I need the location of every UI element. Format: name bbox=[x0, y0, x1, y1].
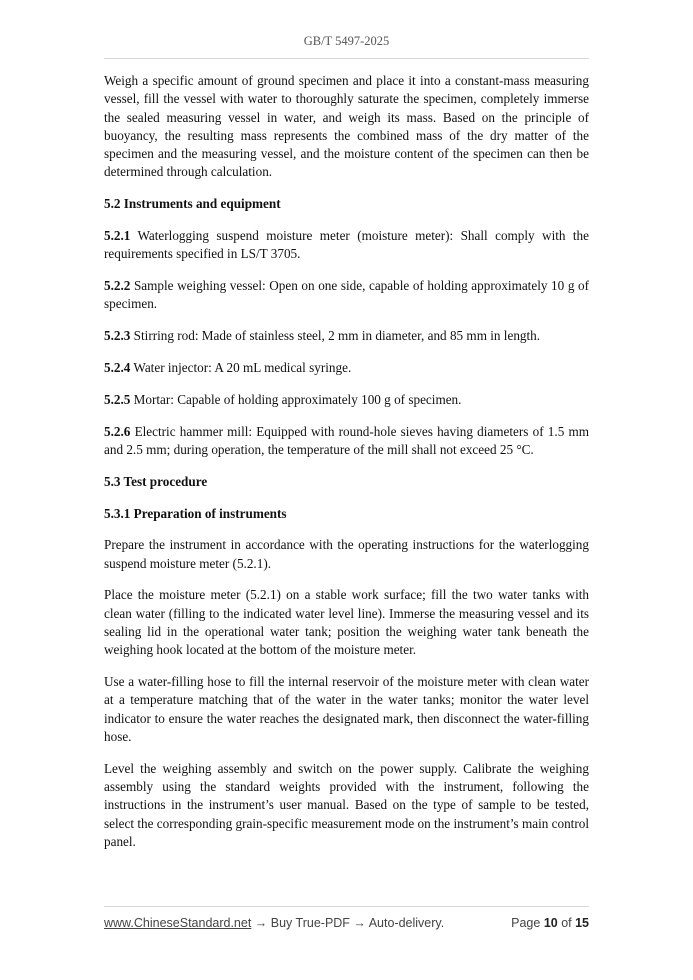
clause-text: Water injector: A 20 mL medical syringe. bbox=[130, 360, 352, 376]
footer-promo bbox=[104, 916, 444, 930]
body-paragraph: Place the moisture meter (5.2.1) on a stable work surface; fill the two water tanks with clean water (filling to the indicated water level line). Immerse the measuring vessel and its sealing lid in the operational water tank; position the weighing water tank beneath the weighing hook located at the bottom of the moisture meter. bbox=[104, 587, 589, 658]
clause-text: Sample weighing vessel: Open on one side, capable of holding approximately 10 g of specimen. bbox=[104, 278, 589, 312]
header-divider bbox=[104, 58, 589, 59]
clause-5-2-2 bbox=[104, 277, 589, 314]
of-word: of bbox=[557, 916, 576, 930]
clause-number: 5.2.2 bbox=[104, 278, 131, 294]
clause-number: 5.2.4 bbox=[104, 360, 131, 376]
footer-tagline: → Buy True-PDF → Auto-delivery. bbox=[251, 916, 445, 930]
page-footer bbox=[104, 916, 589, 930]
clause-number: 5.2.5 bbox=[104, 391, 131, 407]
section-heading-5-2: 5.2 Instruments and equipment bbox=[104, 196, 281, 212]
clause-text: Stirring rod: Made of stainless steel, 2 mm in diameter, and 85 mm in length. bbox=[130, 328, 541, 344]
clause-number: 5.2.3 bbox=[104, 328, 131, 344]
clause-text: Waterlogging suspend moisture meter (moisture meter): Shall comply with the requirements specified in LS/T 3705. bbox=[104, 228, 589, 262]
section-heading-5-3: 5.3 Test procedure bbox=[104, 473, 208, 489]
page-content bbox=[104, 72, 589, 865]
clause-text: Electric hammer mill: Equipped with round-hole sieves having diameters of 1.5 mm and 2.5 mm; during operation, the temperature of the mill shall not exceed 25 °C. bbox=[104, 423, 589, 457]
intro-paragraph: Weigh a specific amount of ground specimen and place it into a constant-mass measuring vessel, fill the vessel with water to thoroughly saturate the specimen, completely immerse the sealed measuring vessel in water, and weigh its mass. Based on the principle of buoyancy, the resulting mass represents the combined mass of the dry matter of the specimen and the measuring vessel, and the moisture content of the specimen can then be determined through calculation. bbox=[104, 73, 589, 180]
clause-text: Mortar: Capable of holding approximately 100 g of specimen. bbox=[130, 391, 462, 407]
total-pages: 15 bbox=[575, 916, 589, 930]
clause-5-2-6 bbox=[104, 423, 589, 460]
clause-5-2-3 bbox=[104, 327, 589, 345]
body-paragraph: Level the weighing assembly and switch on the power supply. Calibrate the weighing assembly using the standard weights provided with the instrument, following the instructions in the instrument’s user manual. Based on the type of sample to be tested, select the corresponding grain-specific measurement mode on the instrument’s main control panel. bbox=[104, 760, 589, 849]
clause-5-2-1 bbox=[104, 227, 589, 264]
footer-divider bbox=[104, 906, 589, 907]
clause-number: 5.2.1 bbox=[104, 228, 131, 244]
clause-5-2-5 bbox=[104, 391, 589, 409]
page-indicator bbox=[511, 916, 589, 930]
body-paragraph: Prepare the instrument in accordance with the operating instructions for the waterlogging suspend moisture meter (5.2.1). bbox=[104, 537, 589, 571]
page-header: GB/T 5497-2025 bbox=[303, 34, 390, 48]
body-paragraph: Use a water-filling hose to fill the internal reservoir of the moisture meter with clean water at a temperature matching that of the water in the water tanks; monitor the water level indicator to ensure the water reaches the designated mark, then disconnect the water-filling hose. bbox=[104, 674, 589, 745]
section-heading-5-3-1: 5.3.1 Preparation of instruments bbox=[104, 505, 287, 521]
page-word: Page bbox=[511, 916, 544, 930]
clause-5-2-4 bbox=[104, 359, 589, 377]
current-page: 10 bbox=[543, 916, 558, 930]
clause-number: 5.2.6 bbox=[104, 423, 131, 439]
site-link[interactable]: www.ChineseStandard.net bbox=[104, 916, 252, 930]
